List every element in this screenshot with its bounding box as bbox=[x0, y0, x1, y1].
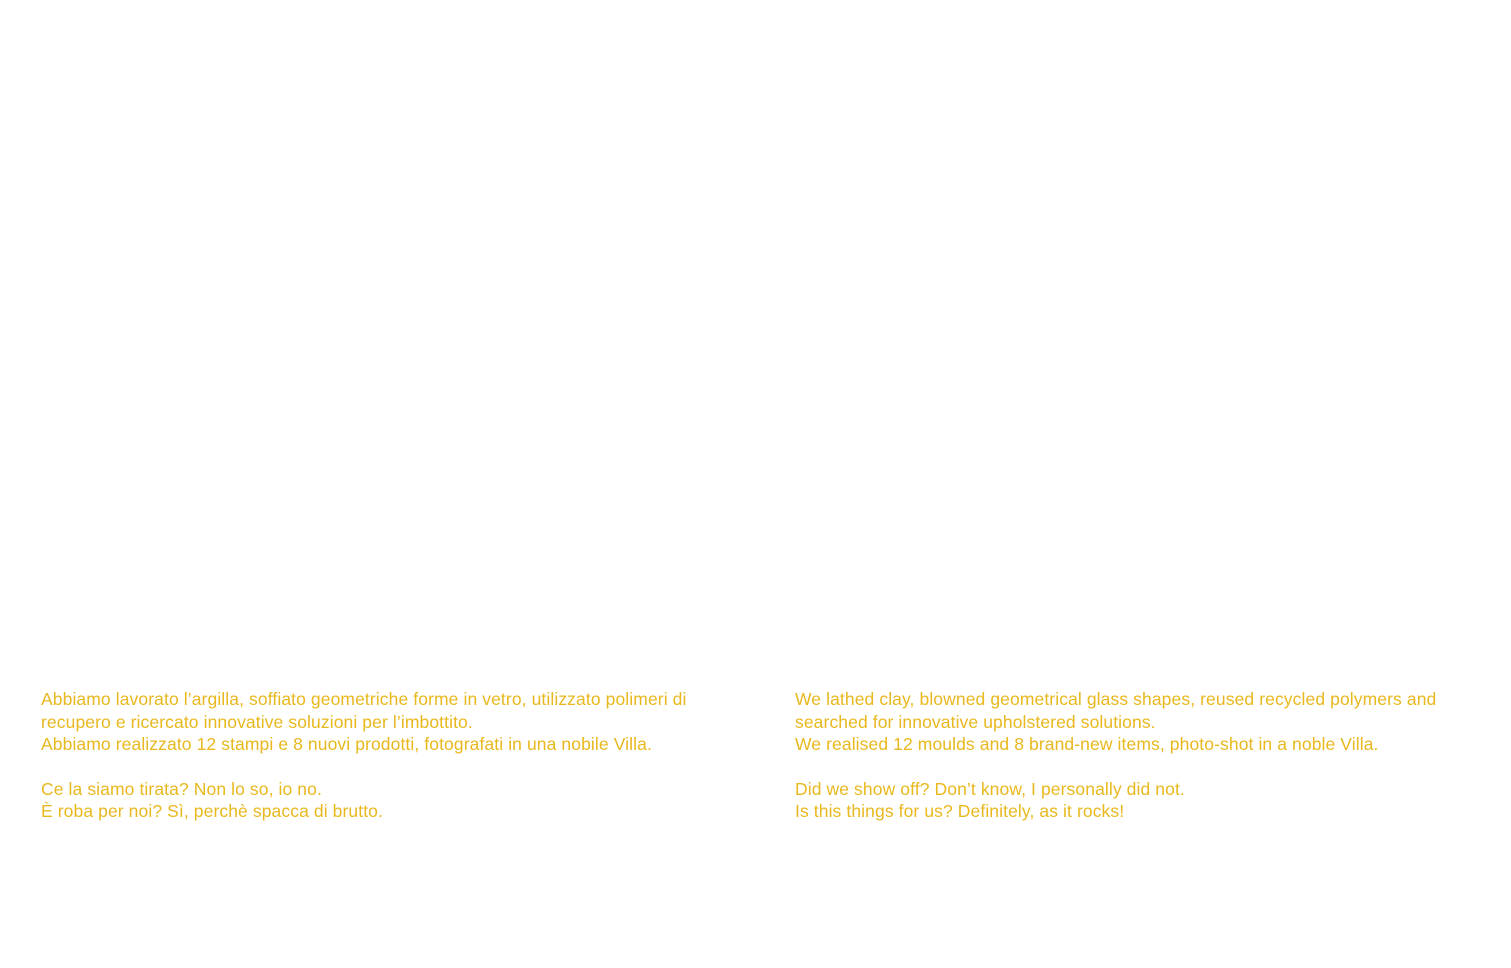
english-p1-line-3: We realised 12 moulds and 8 brand-new items, photo-shot in a noble Villa. bbox=[795, 734, 1379, 754]
english-p1-line-1: We lathed clay, blowned geometrical glass shapes, reused recycled polymers and bbox=[795, 689, 1437, 709]
italian-p1-line-3: Abbiamo realizzato 12 stampi e 8 nuovi prodotti, fotografati in una nobile Villa. bbox=[41, 734, 652, 754]
english-p1-line-2: searched for innovative upholstered solutions. bbox=[795, 711, 1156, 732]
english-paragraph-1 bbox=[795, 688, 1495, 756]
english-p2-line-2: Is this things for us? Definitely, as it rocks! bbox=[795, 801, 1125, 821]
italian-p2-line-1: Ce la siamo tirata? Non lo so, io no. bbox=[41, 778, 322, 799]
italian-p1-line-2: recupero e ricercato innovative soluzioni per l’imbottito. bbox=[41, 711, 473, 732]
english-paragraph-2 bbox=[795, 778, 1495, 823]
italian-paragraph-2 bbox=[41, 778, 741, 823]
italian-p2-line-2: È roba per noi? Sì, perchè spacca di brutto. bbox=[41, 801, 383, 821]
italian-p1-line-1: Abbiamo lavorato l’argilla, soffiato geometriche forme in vetro, utilizzato polimeri di bbox=[41, 689, 687, 709]
english-p2-line-1: Did we show off? Don’t know, I personally did not. bbox=[795, 778, 1185, 799]
italian-paragraph-1 bbox=[41, 688, 741, 756]
text-column-italian bbox=[41, 688, 741, 823]
text-column-english bbox=[795, 688, 1495, 823]
